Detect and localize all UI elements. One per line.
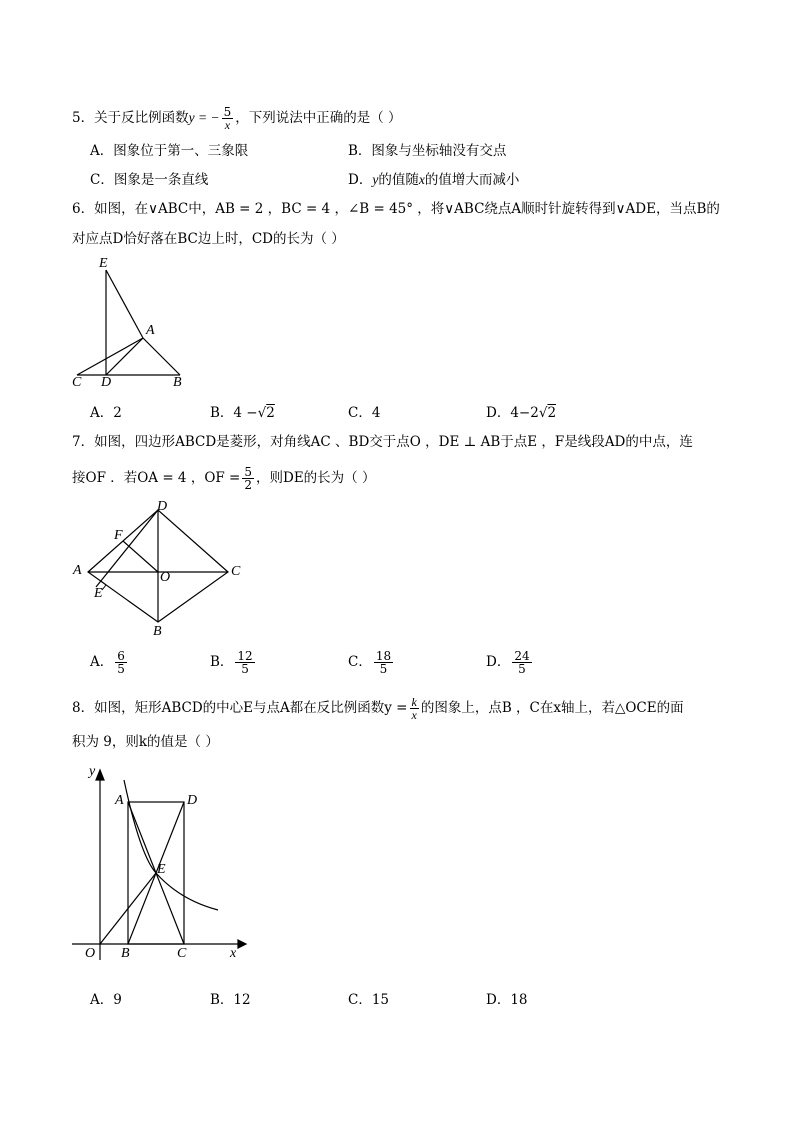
- q6-segment-ab: [143, 338, 180, 375]
- q7-option-a-den: 5: [117, 662, 125, 676]
- q7-stem-line2: [72, 466, 375, 491]
- q5-frac-num: 5: [223, 105, 232, 119]
- q8-frac-num: k: [411, 695, 417, 709]
- q7-label-f: F: [114, 528, 123, 543]
- q7-label-d: D: [157, 499, 168, 514]
- q6-option-c[interactable]: C．4: [348, 405, 381, 421]
- q6-option-b[interactable]: [210, 403, 275, 423]
- q7-option-b-den: 5: [241, 662, 249, 676]
- q7-option-d-num: 24: [514, 649, 530, 663]
- q7-option-a-fraction: [115, 650, 127, 675]
- q7-option-d-letter: D．: [486, 654, 511, 670]
- q7-option-a[interactable]: [90, 650, 129, 675]
- q5-option-d[interactable]: [348, 170, 519, 190]
- q7-option-b-letter: B．: [210, 654, 234, 670]
- q8-label-x: x: [230, 946, 237, 961]
- q7-option-c-den: 5: [379, 662, 388, 676]
- q6-label-c: C: [72, 375, 82, 390]
- q8-stem-line1: [72, 696, 684, 721]
- q7-option-c-letter: C．: [348, 654, 372, 670]
- q7-option-c[interactable]: [348, 650, 395, 675]
- q7-option-d-fraction: [512, 650, 531, 675]
- q6-label-e: E: [99, 256, 108, 271]
- q8-label-e: E: [157, 862, 166, 877]
- q5-option-d-y: y: [372, 172, 379, 187]
- q7-label-c: C: [231, 564, 241, 579]
- q5-stem-end: ，下列说法中正确的是（ ）: [235, 110, 402, 126]
- q7-option-d-den: 5: [518, 662, 526, 676]
- q6-segment-da: [106, 338, 143, 375]
- q8-label-c: C: [177, 946, 187, 961]
- q8-fraction: [410, 696, 419, 721]
- q6-stem-line1: 6．如图，在∨ABC中，AB = 2 ，BC = 4 ，∠B = 45° ，将∨ABC绕点A顺时针旋转得到∨ADE，当点B的: [72, 201, 720, 217]
- q7-stem-line1: 7．如图，四边形ABCD是菱形，对角线AC 、BD交于点O ，DE ⊥ AB于点E ，F是线段AD的中点，连: [72, 434, 693, 450]
- q5-option-a[interactable]: A．图象位于第一、三象限: [90, 143, 249, 159]
- q7-label-o: O: [160, 570, 171, 585]
- q8-label-o: O: [85, 946, 96, 961]
- q6-option-a[interactable]: A．2: [90, 405, 122, 421]
- q5-option-d-x: x: [418, 172, 425, 187]
- q5-frac-den: x: [224, 118, 231, 132]
- q7-label-b: B: [153, 624, 162, 639]
- q5-option-d-letter: D．: [348, 172, 373, 188]
- q7-figure: [70, 500, 250, 635]
- q7-frac-den: 2: [244, 478, 252, 492]
- q8-stem-text: 8．如图，矩形ABCD的中心E与点A都在反比例函数y =: [72, 700, 408, 716]
- q7-segment-fo: [123, 541, 158, 572]
- q8-option-d[interactable]: D．18: [486, 992, 528, 1008]
- q8-label-y: y: [89, 764, 96, 779]
- q7-stem-end: ，则DE的长为（ ）: [256, 470, 376, 486]
- q6-label-b: B: [173, 375, 182, 390]
- q7-option-b-num: 12: [237, 649, 253, 663]
- q5-option-d-text2: 的值增大而减小: [424, 172, 520, 188]
- q8-option-a[interactable]: A．9: [90, 992, 122, 1008]
- q8-label-d: D: [187, 793, 198, 808]
- q8-stem-end: 的图象上，点B ，C在x轴上，若△OCE的面: [420, 700, 684, 716]
- q6-option-b-radicand: 2: [266, 405, 275, 421]
- q7-option-c-num: 18: [375, 649, 392, 663]
- q6-segment-ea: [106, 270, 143, 338]
- q7-label-e: E: [94, 586, 103, 601]
- q7-option-c-fraction: [374, 650, 393, 675]
- q5-stem: [72, 106, 402, 131]
- q7-option-d[interactable]: [486, 650, 534, 675]
- q7-option-a-letter: A．: [90, 654, 114, 670]
- q7-fraction: [242, 466, 254, 491]
- q5-option-d-text1: 的值随: [378, 172, 419, 188]
- q8-frac-den: x: [411, 708, 417, 722]
- q7-option-a-num: 6: [117, 649, 125, 663]
- q8-stem-line2: 积为 9，则k的值是（ ）: [72, 734, 219, 750]
- q8-option-c[interactable]: C．15: [348, 992, 390, 1008]
- q5-option-b[interactable]: B．图象与坐标轴没有交点: [348, 143, 507, 159]
- q6-label-d: D: [101, 375, 112, 390]
- q6-segment-ca: [77, 338, 143, 375]
- q5-func: y = −: [188, 110, 220, 125]
- q8-label-a: A: [115, 793, 124, 808]
- q5-option-c[interactable]: C．图象是一条直线: [90, 172, 209, 188]
- q6-stem-line2: 对应点D恰好落在BC边上时，CD的长为（ ）: [72, 231, 345, 247]
- q7-option-b-fraction: [235, 650, 254, 675]
- q6-option-d[interactable]: [486, 403, 556, 423]
- q7-label-a: A: [73, 563, 82, 578]
- q6-option-b-text: B．4 −: [210, 405, 258, 421]
- q6-option-d-text: D．4−2: [486, 405, 539, 421]
- q8-y-axis-arrow: [96, 770, 104, 780]
- q7-stem-text: 接OF ．若OA = 4 ，OF =: [72, 470, 241, 486]
- q7-frac-num: 5: [244, 465, 252, 479]
- q5-fraction: [222, 106, 234, 131]
- q7-segment-de: [96, 510, 158, 587]
- q5-stem-text: 5．关于反比例函数: [72, 110, 189, 126]
- q8-option-b[interactable]: B．12: [210, 992, 251, 1008]
- q8-label-b: B: [121, 946, 130, 961]
- q6-figure: [70, 255, 200, 395]
- q6-label-a: A: [146, 323, 155, 338]
- q8-x-axis-arrow: [238, 940, 246, 948]
- sqrt-icon: √: [538, 405, 548, 421]
- q8-hyperbola: [124, 780, 218, 910]
- q6-option-d-radicand: 2: [547, 405, 557, 421]
- sqrt-icon: √: [257, 405, 267, 421]
- q7-option-b[interactable]: [210, 650, 257, 675]
